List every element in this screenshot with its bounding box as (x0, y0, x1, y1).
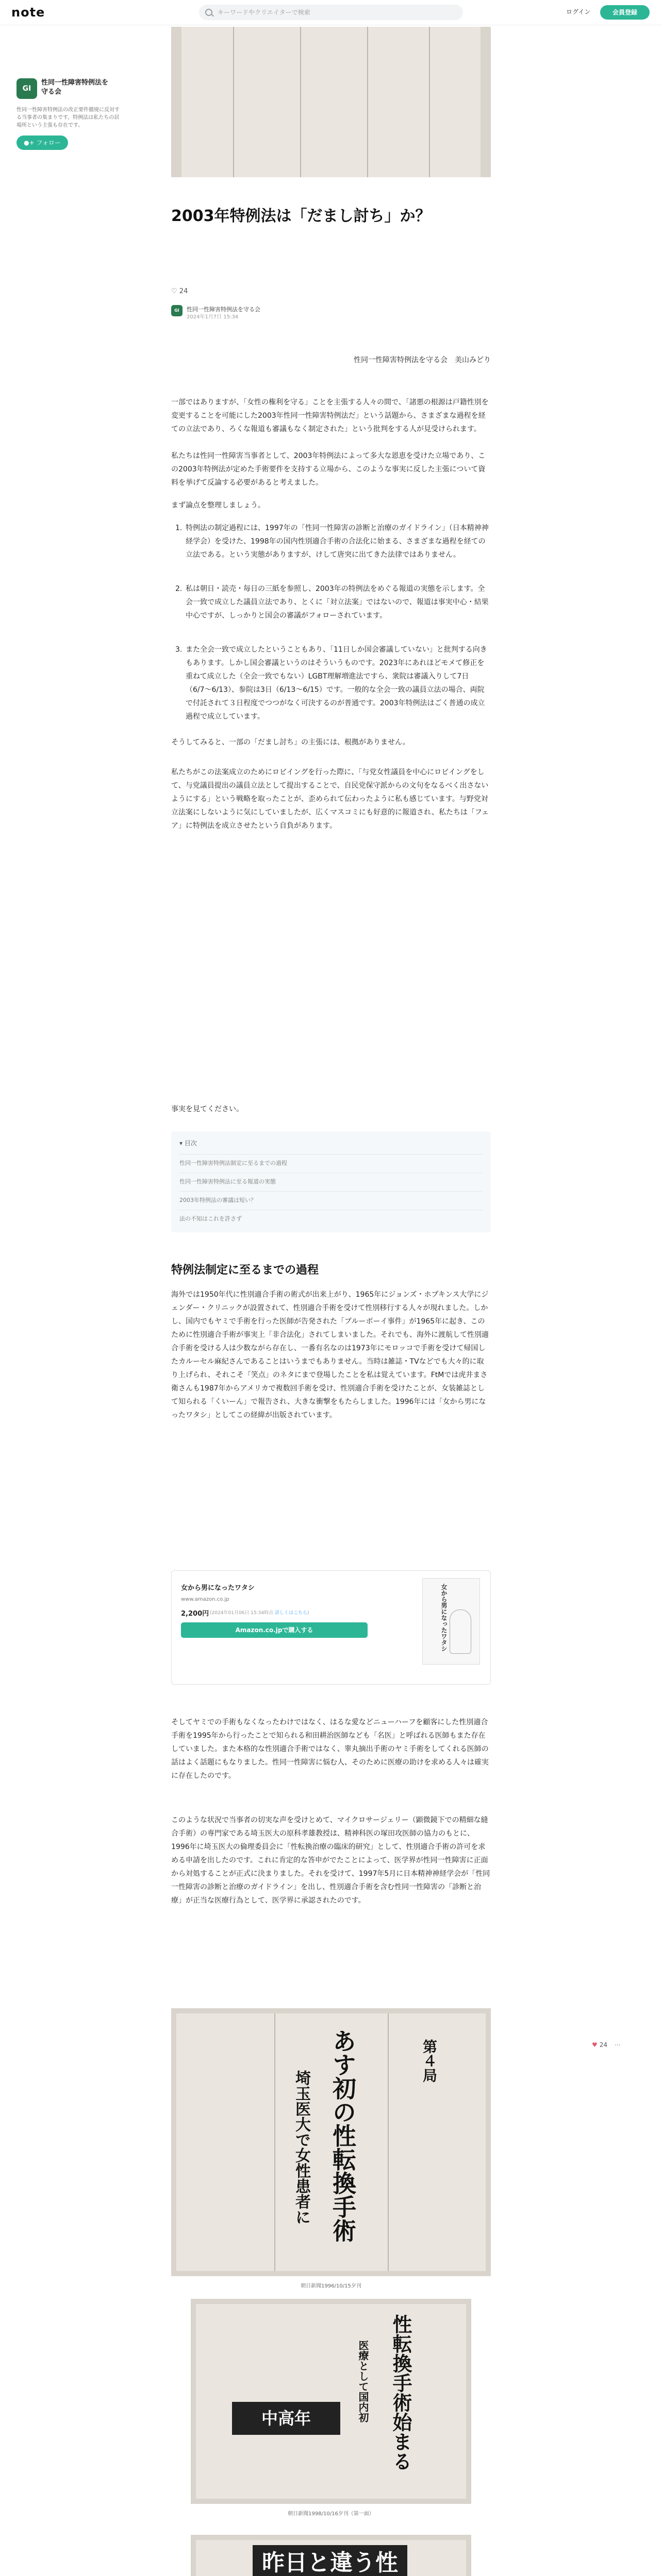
newspaper-clipping-2 (191, 2299, 471, 2504)
list-number: 1. (175, 524, 183, 532)
headline-tag: 第４局 (421, 2039, 438, 2082)
newspaper-paper (181, 27, 481, 177)
list-number: 2. (175, 585, 183, 593)
product-title[interactable]: 女から男になったワタシ (181, 1584, 255, 1592)
article-title: 2003年特例法は「だまし討ち」か？ (171, 207, 431, 225)
login-link[interactable]: ログイン (566, 8, 591, 15)
register-button[interactable]: 会員登録 (600, 5, 650, 20)
search-input[interactable] (199, 5, 463, 20)
product-price: 2,200円 (181, 1610, 209, 1618)
paragraph: 私たちは性同一性障害当事者として、2003年特例法によって多大な恩恵を受けた立場であり、この2003年特例法が定めた手術要件を支持する立場から、このような事実に反した主張について資料を挙げて反論する必要があると考えました。 (171, 452, 486, 487)
article-signature: 性同一性障害特例法を守る会 美山みどり (354, 356, 491, 364)
toc-item[interactable]: 法の不知はこれを許さず (179, 1210, 483, 1223)
column-rule (274, 2013, 275, 2271)
headline-sub: 埼玉医大で女性患者に (292, 2070, 310, 2225)
follow-button[interactable] (16, 135, 68, 150)
headline-main: 性転換手術始まる (389, 2314, 412, 2471)
author-name[interactable]: 性同一性障害特例法を守る会 (187, 306, 260, 313)
person-plus-icon: ●+ (24, 139, 37, 146)
more-icon[interactable]: ⋯ (615, 2041, 621, 2048)
newspaper-clipping-3 (191, 2535, 471, 2576)
book-cover (422, 1578, 480, 1665)
floating-like-button[interactable] (592, 2041, 621, 2048)
price-detail-link[interactable]: 詳しくはこちら (274, 1611, 307, 1616)
toc-title: 目次 (184, 1140, 197, 1147)
amazon-product-card[interactable] (171, 1570, 491, 1685)
column-rule (388, 2013, 389, 2271)
image-caption: 朝日新聞1996/10/15夕刊 (301, 2283, 361, 2289)
heart-icon: ♥ (592, 2041, 598, 2048)
column-rule (367, 27, 368, 177)
list-text: 特例法の制定過程には、1997年の「性同一性障害の診断と治療のガイドライン」（日本精神神経学会）を受けた、1998年の国内性別適合手術の合法化に始まる、さまざまな過程を経ての立法である。という実態がありますが、けして唐突に出てきた法律ではありません。 (186, 524, 489, 559)
list-item (171, 582, 491, 636)
header (0, 0, 662, 25)
follow-label: フォロー (36, 139, 61, 146)
like-count: 24 (179, 287, 188, 295)
paragraph: 事実を見てください。 (171, 1105, 243, 1113)
headline-sub: 医療として国内初 (357, 2340, 369, 2422)
post-date: 2024年1月7日 15:34 (187, 314, 239, 320)
paragraph: 一部ではありますが、「女性の権利を守る」ことを主張する人々の間で、「諸悪の根源は戸籍性別を変更することを可能にした2003年性同一性障害特例法だ」という話題から、さまざまな過程を経ての立法であり、ろくな報道も審議もなく制定された」という批判をする人が見受けられます。 (171, 398, 489, 433)
paragraph: そしてヤミでの手術もなくなったわけではなく、はるな愛などニューハーフを顧客にした性別適合手術を1995年から行ったことで知られる和田耕治医師なども「名医」と呼ばれる医師もまた存在していました。また本格的な性別適合手術ではなく、睾丸摘出手術のヤミ手術をしてくれる医師の話はよく話題にもなりました。性同一性障害に悩む人、そのために医療の助けを求める人々は確実に存在したのです。 (171, 1718, 489, 1780)
newspaper-clipping-1 (171, 2008, 491, 2276)
column-rule (429, 27, 430, 177)
creator-description: 性同一性障害特例法の改正要件撤廃に反対する当事者の集まりです。特例法は私たちの居場所という主張も存在です。 (16, 107, 120, 128)
author-avatar[interactable]: GI (171, 305, 183, 316)
note-logo[interactable]: note (11, 5, 45, 20)
list-item (171, 643, 491, 723)
list-item (171, 521, 491, 575)
creator-avatar[interactable]: GI (16, 78, 37, 99)
search-icon (205, 9, 212, 16)
price-note: (2024年01月06日 15:34時点 詳しくはこちら) (210, 1611, 309, 1616)
chevron-down-icon: ▾ (179, 1140, 185, 1147)
hero-newspaper-image (171, 27, 491, 177)
table-of-contents (171, 1131, 491, 1232)
list-text: また全会一致で成立したということもあり、「11日しか国会審議していない」と批判する向きもあります。しかし国会審議というのはそういうものです。2023年にあれほどモメて修正を重ねて成立した（全会一致でもない）LGBT理解増進法ですら、衆院は審議入りして7日（6/7〜6/13）、参院は3日（6/13〜6/15）です。一般的な全会一致の議員立法の場合、両院で付託されて３日程度でつつがなく可決するのが普通です。2003年特例法はごく普通の成立過程で成立しています。 (186, 646, 487, 721)
creator-sidebar (16, 78, 120, 150)
paragraph: そうしてみると、一部の「だまし討ち」の主張には、根拠がありません。 (171, 738, 410, 747)
toc-item[interactable]: 性同一性障害特例法制定に至るまでの過程 (179, 1154, 483, 1167)
paragraph: このような状況で当事者の切実な声を受けとめて、マイクロサージェリー（顕微鏡下での精細な縫合手術）の専門家である埼玉医大の原科孝雄教授は、精神科医の塚田攻医師の協力のもとに、1996年に埼玉医大の倫理委員会に「性転換治療の臨床的研究」として、性別適合手術の許可を求める申請を出したのです。これに肯定的な答申がでたことによって、医学界が性同一性障害に正面から対処することが正式に決まりました。それを受けて、1997年5月に日本精神神経学会が「性同一性障害の診断と治療のガイドライン」を出し、性別適合手術を含む性同一性障害の「診断と治療」が正当な医療行為として、医学界に承認されたのです。 (171, 1816, 490, 1905)
image-caption: 朝日新聞1998/10/16夕刊（第一面） (288, 2511, 374, 2517)
creator-name[interactable]: 性同一性障害特例法を守る会 (41, 79, 109, 96)
column-rule (300, 27, 301, 177)
heart-icon: ♡ (171, 287, 177, 295)
ad-block: 中高年 (232, 2402, 340, 2435)
toc-item[interactable]: 性同一性障害特例法に至る報道の実態 (179, 1173, 483, 1185)
newspaper-paper (196, 2304, 466, 2499)
book-cover-title: 女から男になったワタシ (440, 1584, 448, 1652)
floating-like-count: 24 (599, 2041, 608, 2048)
list-text: 私は朝日・読売・毎日の三紙を参照し、2003年の特例法をめぐる報道の実態を示します。全会一致で成立した議員立法であり、とくに「対立法案」ではないので、報道は事実中心・結果中心ですが、しっかりと国会の審議がフォローされています。 (186, 585, 489, 620)
toc-header[interactable] (179, 1139, 197, 1147)
section-heading: 特例法制定に至るまでの過程 (171, 1264, 319, 1277)
column-rule (233, 27, 234, 177)
paragraph: 私たちがこの法案成立のためにロビイングを行った際に、「与党女性議員を中心にロビイングをして、与党議員提出の議員立法として提出することで、自民党保守派からの文句をなるべく出さないようにする」という戦略を取ったことが、歪められて伝わったように私も感じています。与野党対立法案にしないように気にしていましたが、広くマスコミにも好意的に報道され、私たちは「フェア」に特例法を成立させたという自負があります。 (171, 768, 489, 830)
headline-main: あす初の性転換手術 (329, 2029, 357, 2242)
product-domain: www.amazon.co.jp (181, 1597, 229, 1602)
price-note-text: (2024年01月06日 15:34時点 (210, 1611, 275, 1616)
headline-main: 昨日と違う性 (253, 2545, 407, 2576)
paragraph: まず論点を整理しましょう。 (171, 501, 265, 510)
toc-item[interactable]: 2003年特例法の審議は短い？ (179, 1191, 483, 1204)
book-cover-figure (450, 1609, 471, 1654)
like-button[interactable] (171, 287, 188, 295)
list-number: 3. (175, 646, 183, 654)
buy-on-amazon-button[interactable]: Amazon.co.jpで購入する (181, 1622, 368, 1638)
paragraph: 海外では1950年代に性別適合手術の術式が出来上がり、1965年にジョンズ・ホプキンス大学にジェンダー・クリニックが設置されて、性別適合手術を受けて性別移行する人々が現れました。しかし、国内でもヤミで手術を行った医師が告発された「ブルーボーイ事件」が1965年に起き、このために性別適合手術が事実上「非合法化」されてしまいました。それでも、海外に渡航して性別適合手術を受ける人は少数ながら存在し、一番有名なのは1973年にモロッコで手術を受けて帰国したカルーセル麻紀さんであることはいうまでもありません。当時は雑誌・TVなどでも大々的に取り上げられ、それこそ「笑点」のネタにまで登場したことを私は覚えています。FtMでは虎井まさ衛さんも1987年からアメリカで複数回手術を受け、性別適合手術を受けたことが、女装雑誌として知られる「くいーん」で報告され、大きな衝撃をもたらしました。1996年には「女から男になったワタシ」としてこの経緯が出版されています。 (171, 1291, 489, 1419)
search-placeholder: キーワードやクリエイターで検索 (218, 9, 310, 16)
